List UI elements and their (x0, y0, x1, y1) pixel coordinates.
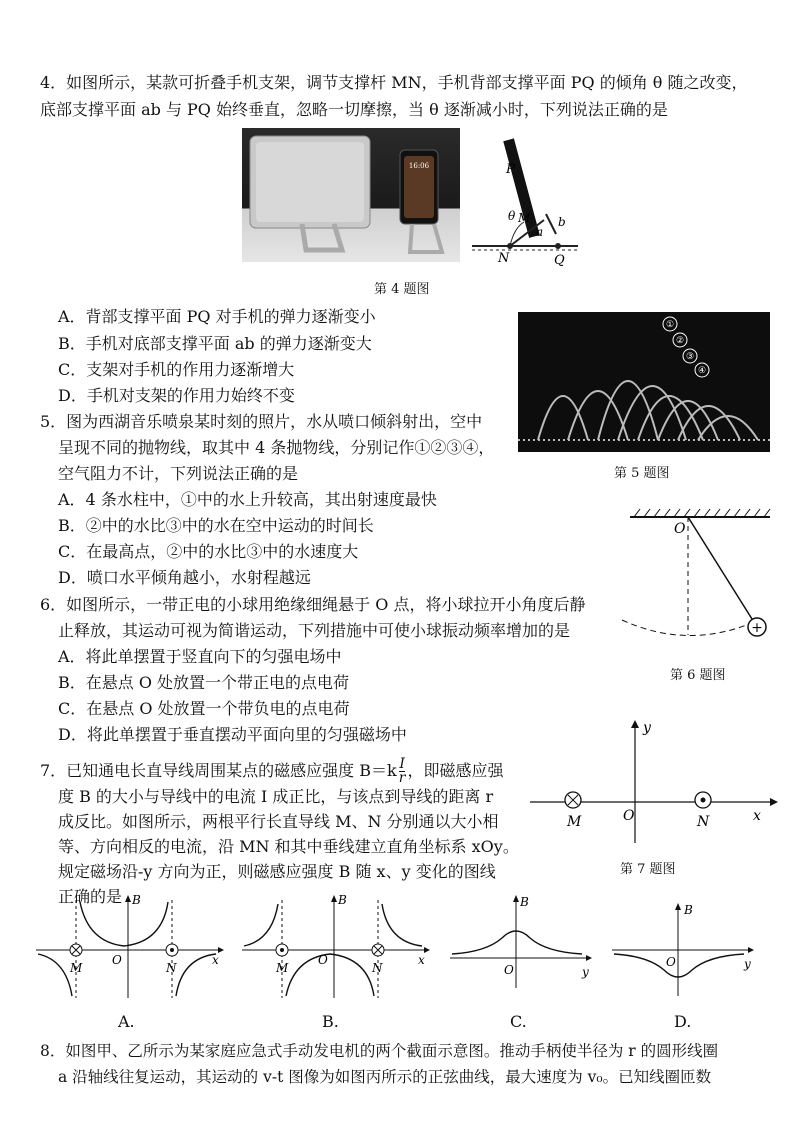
phone-time: 16:06 (408, 162, 430, 170)
graph-b-M: M (276, 961, 289, 975)
label-Q: Q (554, 253, 565, 268)
marker-3: ③ (685, 352, 695, 362)
q5-caption: 第 5 题图 (614, 466, 670, 481)
fountain-illustration (518, 312, 770, 452)
graph-a-label: A. (118, 1012, 135, 1031)
q7-caption: 第 7 题图 (620, 862, 676, 877)
graph-d-O: O (666, 955, 676, 969)
pendulum-diagram (600, 505, 790, 655)
q5-stem-line1: 5．图为西湖音乐喷泉某时刻的照片，水从喷口倾斜射出，空中 (40, 412, 483, 431)
label-theta: θ (508, 209, 516, 223)
q7-stem-line4: 等、方向相反的电流，沿 MN 和其中垂线建立直角坐标系 xOy。 (58, 837, 519, 856)
q6-stem-line2: 止释放，其运动可视为简谐运动，下列措施中可使小球振动频率增加的是 (58, 621, 571, 640)
q7-stem-line1-b: ，即磁感应强 (407, 761, 504, 780)
q7-stem-line1 (40, 758, 503, 785)
q5-option-b: B．②中的水比③中的水在空中运动的时间长 (58, 516, 374, 535)
graph-c-O: O (504, 963, 514, 977)
graph-c-B: B (520, 895, 529, 909)
q5-option-c: C．在最高点，②中的水比③中的水速度大 (58, 542, 359, 561)
q4-stem-line1: 4．如图所示，某款可折叠手机支架，调节支撑杆 MN，手机背部支撑平面 PQ 的倾角 θ 随之改变， (40, 73, 748, 92)
q4-option-a: A．背部支撑平面 PQ 对手机的弹力逐渐变小 (58, 307, 376, 326)
graph-b-N: N (372, 961, 383, 975)
graph-b-label: B. (322, 1012, 339, 1031)
q7-stem-line3: 成反比。如图所示，两根平行长直导线 M、N 分别通以大小相 (58, 812, 499, 831)
label-b: b (558, 215, 566, 229)
marker-4: ④ (697, 366, 707, 376)
q7-coordinate-diagram (525, 718, 785, 848)
q6-option-b: B．在悬点 O 处放置一个带正电的点电荷 (58, 673, 350, 692)
graph-c-axis: y (582, 965, 589, 979)
graph-d (608, 900, 758, 1000)
q7-stem-line2: 度 B 的大小与导线中的电流 I 成正比，与该点到导线的距离 r (58, 787, 494, 806)
charge-sign: + (751, 620, 763, 636)
q4-diagram (470, 128, 580, 268)
q4-option-d: D．手机对支架的作用力始终不变 (58, 386, 295, 405)
marker-2: ② (675, 336, 685, 346)
axis-x: x (753, 808, 761, 824)
q8-stem-line2: a 沿轴线往复运动，其运动的 v-t 图像为如图丙所示的正弦曲线，最大速度为 v₀。已知线圈匝数 (58, 1068, 712, 1086)
q7-stem-line6: 正确的是 (58, 887, 123, 906)
q4-option-c: C．支架对手机的作用力逐渐增大 (58, 360, 295, 379)
graph-a-M: M (70, 961, 83, 975)
fountain-photo (518, 312, 770, 452)
axis-y: y (643, 720, 651, 736)
graph-c (446, 892, 596, 1002)
label-P: P (506, 162, 515, 177)
label-M: M (518, 211, 531, 225)
graph-a-axis: x (212, 953, 219, 967)
origin-O: O (623, 808, 635, 824)
label-a: a (536, 225, 544, 239)
graph-b-O: O (318, 953, 328, 967)
graph-b-axis: x (418, 953, 425, 967)
q5-option-a: A．4 条水柱中，①中的水上升较高，其出射速度最快 (58, 490, 437, 509)
q8-stem-line1: 8．如图甲、乙所示为某家庭应急式手动发电机的两个截面示意图。推动手柄使半径为 r 的圆形线圈 (40, 1042, 719, 1060)
phone-stand-illustration (242, 128, 460, 262)
q5-stem-line3: 空气阻力不计，下列说法正确的是 (58, 464, 299, 483)
fraction-numerator: I (399, 756, 405, 772)
q5-stem-line2: 呈现不同的抛物线，取其中 4 条抛物线，分别记作①②③④， (58, 438, 495, 457)
q4-option-b: B．手机对底部支撑平面 ab 的弹力逐渐变大 (58, 334, 372, 353)
q6-caption: 第 6 题图 (670, 668, 726, 683)
graph-c-label: C. (510, 1012, 527, 1031)
q6-option-d: D．将此单摆置于垂直摆动平面向里的匀强磁场中 (58, 725, 407, 744)
graph-a-N: N (166, 961, 177, 975)
q5-option-d: D．喷口水平倾角越小，水射程越远 (58, 568, 311, 587)
formula-fraction (399, 758, 406, 785)
phone-stand-photo (242, 128, 460, 262)
wire-N-label: N (697, 814, 710, 830)
label-N: N (498, 251, 510, 266)
graph-b-B: B (338, 893, 347, 907)
marker-1: ① (665, 320, 675, 330)
graph-a (32, 892, 232, 1002)
graph-d-axis: y (744, 957, 751, 971)
graph-b (238, 892, 438, 1002)
graph-a-B: B (132, 893, 141, 907)
wire-M-label: M (567, 814, 582, 830)
q4-stem-line2: 底部支撑平面 ab 与 PQ 始终垂直，忽略一切摩擦，当 θ 逐渐减小时，下列说法正确的是 (40, 100, 668, 119)
q4-caption: 第 4 题图 (374, 282, 430, 297)
graph-d-label: D. (674, 1012, 692, 1031)
q7-stem-line5: 规定磁场沿-y 方向为正，则磁感应强度 B 随 x、y 变化的图线 (58, 862, 496, 881)
fraction-denominator: r (398, 770, 406, 786)
q6-option-a: A．将此单摆置于竖直向下的匀强电场中 (58, 647, 342, 666)
graph-d-B: B (684, 903, 693, 917)
q6-stem-line1: 6．如图所示，一带正电的小球用绝缘细绳悬于 O 点，将小球拉开小角度后静 (40, 595, 586, 614)
graph-a-O: O (112, 953, 122, 967)
label-O: O (674, 521, 686, 537)
q7-stem-line1-a: 7．已知通电长直导线周围某点的磁感应强度 B＝k (40, 761, 397, 780)
q6-option-c: C．在悬点 O 处放置一个带负电的点电荷 (58, 699, 350, 718)
